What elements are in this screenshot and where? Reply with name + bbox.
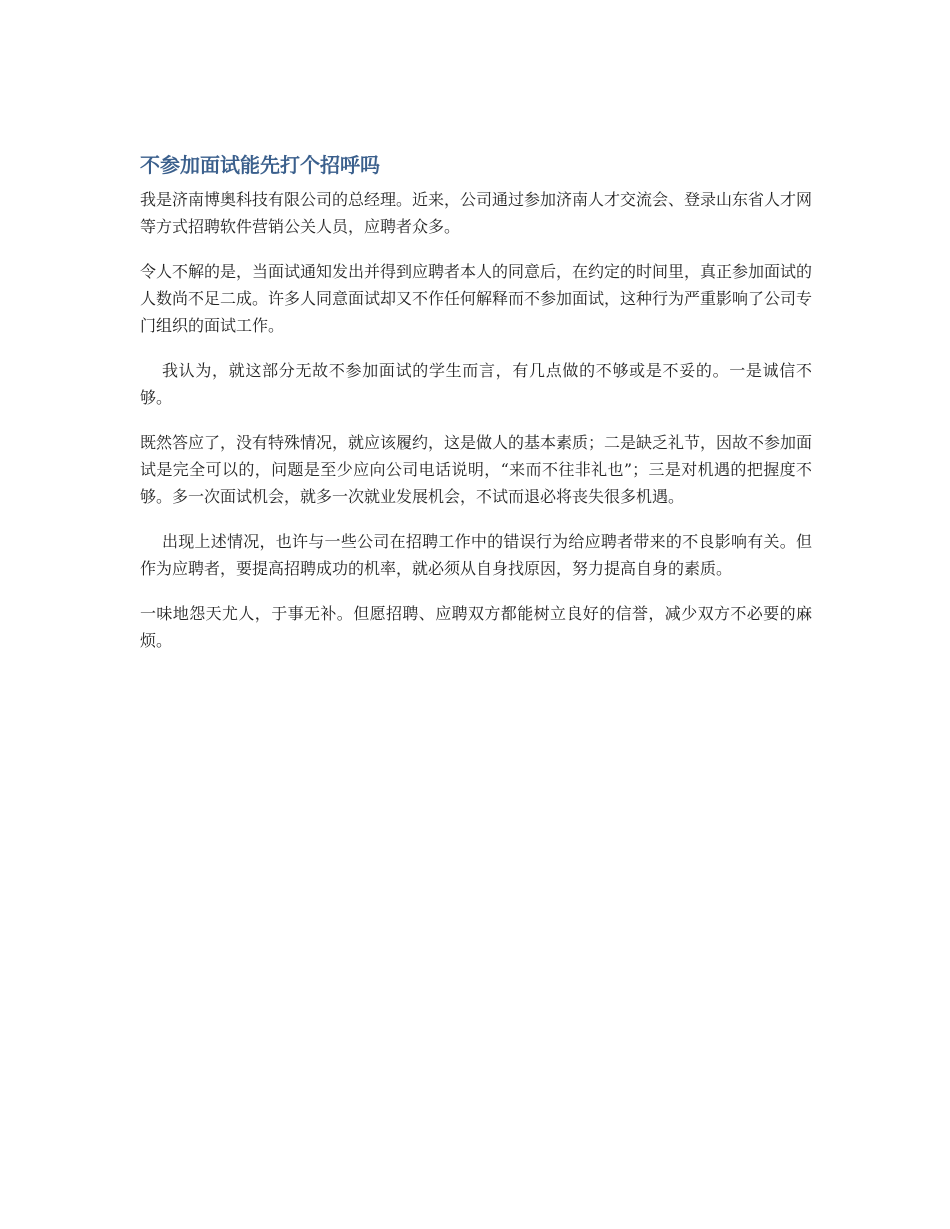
paragraph-2: 令人不解的是，当面试通知发出并得到应聘者本人的同意后，在约定的时间里，真正参加面试的人数尚不足二成。许多人同意面试却又不作任何解释而不参加面试，这种行为严重影响了公司专门组织的面试工作。 (140, 262, 813, 335)
document-title: 不参加面试能先打个招呼吗 (140, 153, 380, 177)
paragraph-1: 我是济南博奥科技有限公司的总经理。近来，公司通过参加济南人才交流会、登录山东省人才网等方式招聘软件营销公关人员，应聘者众多。 (140, 190, 813, 236)
document-content (140, 150, 812, 672)
paragraph-3: 我认为，就这部分无故不参加面试的学生而言，有几点做的不够或是不妥的。一是诚信不够。 (140, 361, 812, 407)
paragraph-6: 一味地怨天尤人，于事无补。但愿招聘、应聘双方都能树立良好的信誉，减少双方不必要的麻烦。 (140, 604, 812, 650)
paragraph-5: 出现上述情况，也许与一些公司在招聘工作中的错误行为给应聘者带来的不良影响有关。但作为应聘者，要提高招聘成功的机率，就必须从自身找原因，努力提高自身的素质。 (140, 532, 812, 578)
paragraph-4: 既然答应了，没有特殊情况，就应该履约，这是做人的基本素质；二是缺乏礼节，因故不参加面试是完全可以的，问题是至少应向公司电话说明，“来而不往非礼也”；三是对机遇的把握度不够。多一次面试机会，就多一次就业发展机会，不试而退必将丧失很多机遇。 (140, 433, 813, 506)
